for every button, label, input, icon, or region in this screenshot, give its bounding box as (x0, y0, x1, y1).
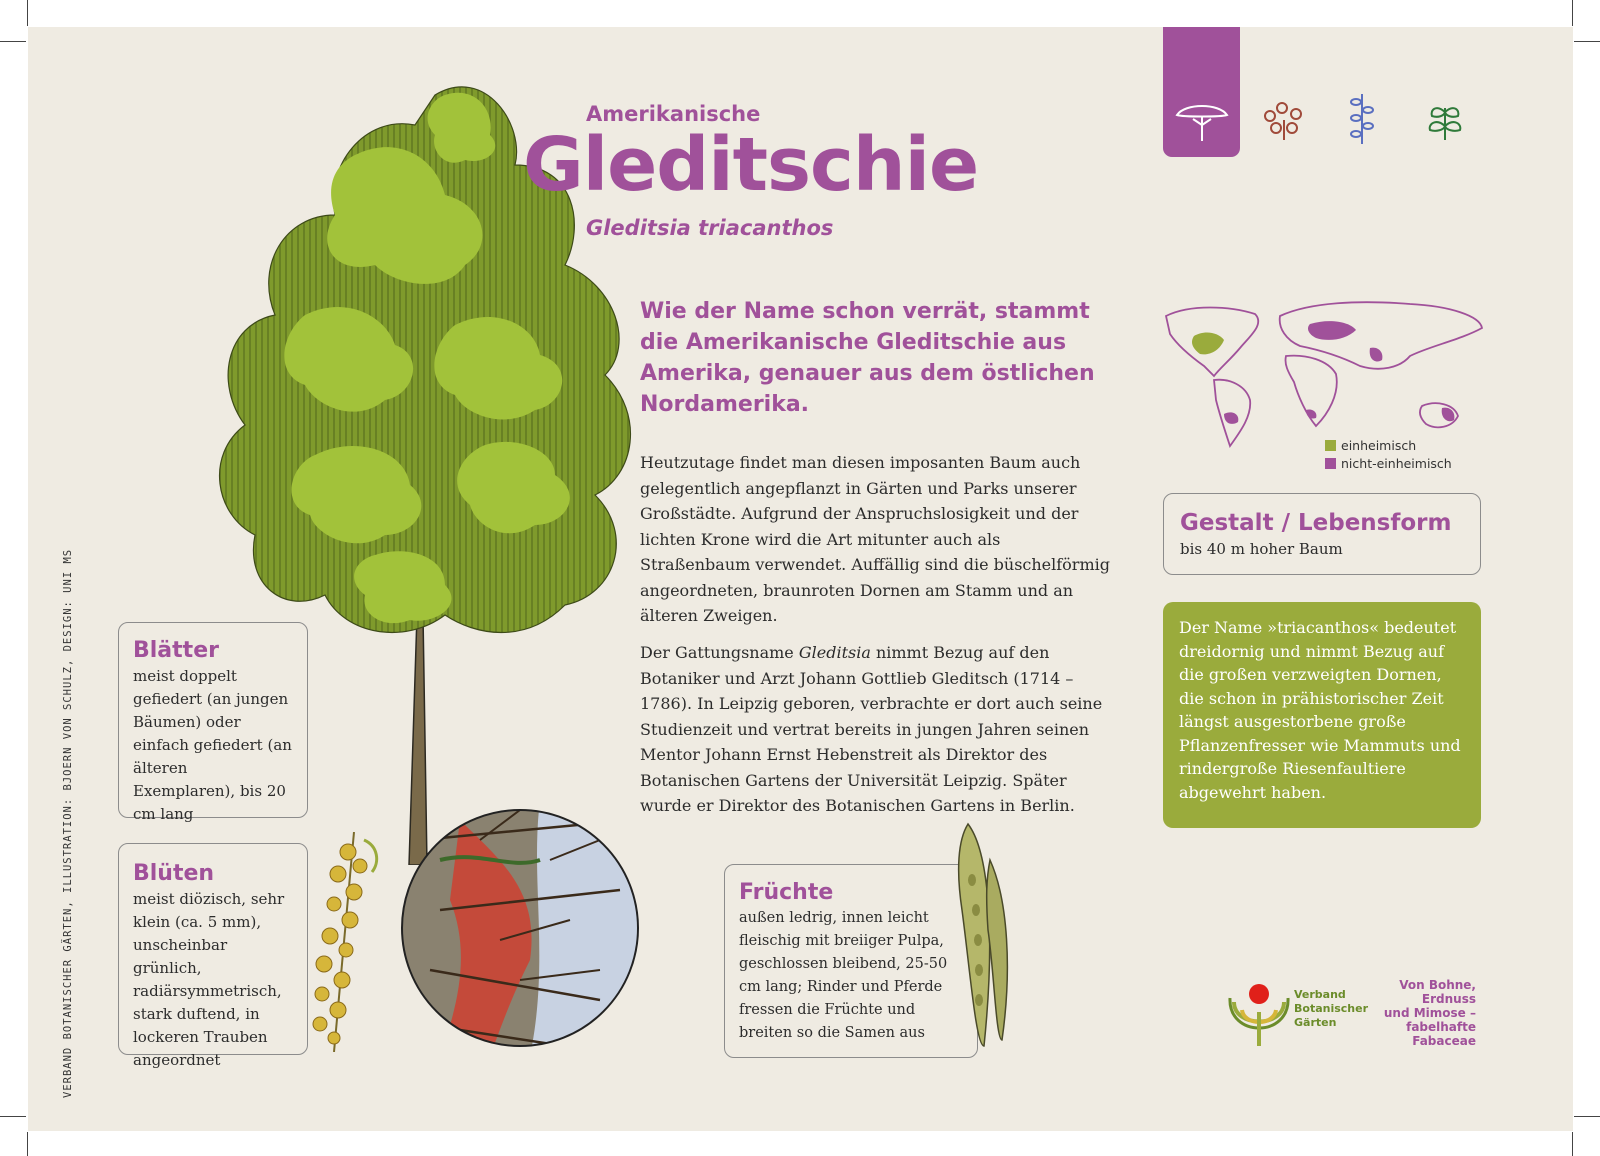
shrub-icon (1260, 100, 1308, 142)
crop-mark (0, 41, 26, 42)
gestalt-text: bis 40 m hoher Baum (1180, 540, 1343, 558)
legend-swatch (1325, 458, 1336, 469)
latin-name: Gleditsia triacanthos (586, 216, 834, 240)
series-logo: Von Bohne, Erdnuss und Mimose – fabelhafte Fabaceae (1383, 978, 1476, 1048)
genus-name: Gleditsia (798, 643, 871, 662)
legend-native: einheimisch (1325, 438, 1416, 453)
fruits-text: außen ledrig, innen leicht fleischig mit breiiger Pulpa, geschlossen bleibend, 25-50 cm lang; Rinder und Pferde fressen die Früchte und breiten so die Samen aus (739, 910, 948, 1041)
crop-mark (1572, 0, 1573, 26)
plant-icon (1424, 98, 1466, 142)
flowers-title: Blüten (133, 861, 215, 886)
page-title: Gleditschie (523, 122, 979, 208)
crop-mark (1572, 1132, 1573, 1156)
fruits-title: Früchte (739, 880, 834, 905)
flower-illustration (294, 832, 386, 1052)
crop-mark (27, 0, 28, 26)
flowers-text: meist diözisch, sehr klein (ca. 5 mm), unscheinbar grünlich, radiärsymmetrisch, stark duftend, in lockeren Trauben angeordnet (133, 890, 285, 1069)
vbg-logo-text: Verband Botanischer Gärten (1294, 988, 1369, 1029)
paragraph-1: Heutzutage findet man diesen imposanten Baum auch gelegentlich angepflanzt in Gärten und Parks unserer Großstädte. Aufgrund der Anspruchslosigkeit und der lichten Krone wird die Art mitunter auch als Straßenbaum verwendet. Auffällig sind die büschelförmig angeordneten, braunroten Dornen am Stamm und an älteren Zweigen. (640, 453, 1110, 625)
gestalt-box (1163, 493, 1481, 575)
lead-text: Wie der Name schon verrät, stammt die Amerikanische Gleditschie aus Amerika, genauer aus dem östlichen Nordamerika. (640, 299, 1095, 417)
leaves-text: meist doppelt gefiedert (an jungen Bäumen) oder einfach gefiedert (an älteren Exemplaren), bis 20 cm lang (133, 667, 292, 823)
crop-mark (27, 1132, 28, 1156)
legend-non-native: nicht-einheimisch (1325, 456, 1452, 471)
world-map (1160, 296, 1490, 456)
vbg-logo-icon (1226, 976, 1292, 1048)
name-info-box (1163, 602, 1481, 828)
tree-icon (1171, 95, 1233, 145)
crop-mark (1574, 1116, 1600, 1117)
category-tab (1163, 27, 1240, 157)
leaves-title: Blätter (133, 638, 219, 663)
credit-line: VERBAND BOTANISCHER GÄRTEN, ILLUSTRATION: BJOERN VON SCHULZ, DESIGN: UNI MS (62, 548, 74, 1098)
gestalt-title: Gestalt / Lebensform (1180, 510, 1452, 536)
flowers-box (118, 843, 308, 1069)
name-info-text: Der Name »triacanthos« bedeutet dreidornig und nimmt Bezug auf die großen verzweigten Dornen, die schon in prähistorischer Zeit längst ausgestorbene große Pflanzenfresser wie Mammuts und rindergroße Riesenfaultiere abgewehrt haben. (1179, 618, 1461, 802)
paragraph-2: Der Gattungsname Gleditsia nimmt Bezug auf den Botaniker und Arzt Johann Gottlieb Gleditsch (1714 – 1786). In Leipzig geboren, verbrachte er dort auch seine Studienzeit und vertrat bereits in jungen Jahren seinen Mentor Johann Ernst Hebenstreit als Direktor des Botanischen Gartens der Universität Leipzig. Später wurde er Direktor des Botanischen Gartens in Berlin. (640, 643, 1103, 815)
leaves-box (118, 622, 308, 823)
pod-illustration (948, 820, 1020, 1050)
fruits-box (724, 864, 978, 1058)
crop-mark (0, 1116, 26, 1117)
herb-icon (1348, 90, 1376, 146)
legend-swatch (1325, 440, 1336, 451)
thorn-closeup (400, 800, 640, 1056)
crop-mark (1574, 41, 1600, 42)
title-prefix: Amerikanische (586, 102, 761, 126)
